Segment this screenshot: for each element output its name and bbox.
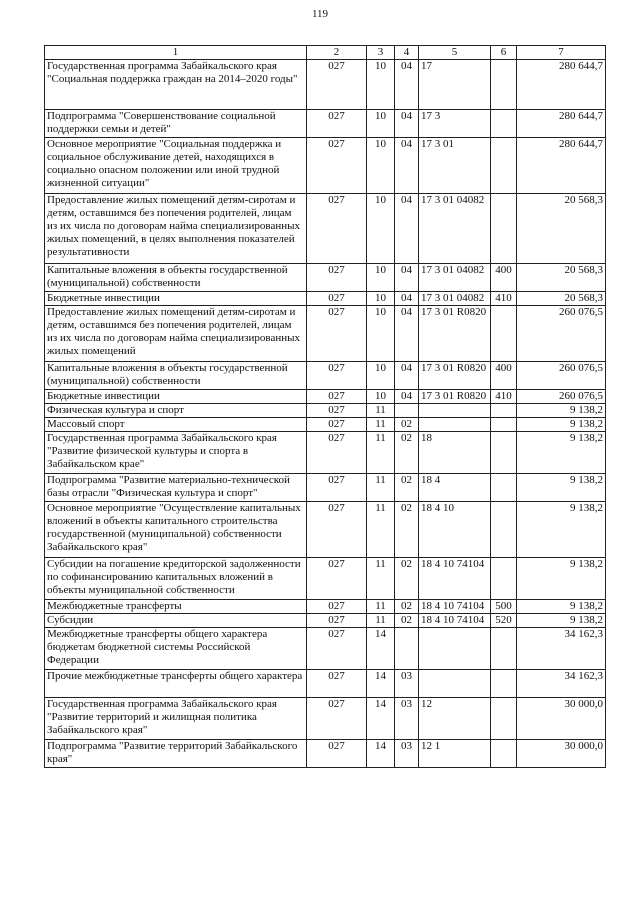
row-expense-code: 410: [491, 292, 517, 306]
row-section: 11: [367, 404, 395, 418]
row-target-code: 17 3 01 04082: [419, 194, 491, 264]
row-name: Капитальные вложения в объекты государственной (муниципальной) собственности: [45, 264, 307, 292]
row-target-code: 18 4: [419, 474, 491, 502]
row-expense-code: [491, 474, 517, 502]
row-target-code: [419, 404, 491, 418]
row-expense-code: [491, 404, 517, 418]
row-amount: 9 138,2: [517, 474, 606, 502]
row-subsection: 04: [395, 138, 419, 194]
row-section: 10: [367, 110, 395, 138]
row-target-code: 12 1: [419, 740, 491, 768]
row-section: 10: [367, 390, 395, 404]
row-target-code: 18 4 10 74104: [419, 614, 491, 628]
row-target-code: 18: [419, 432, 491, 474]
table-row: [45, 390, 606, 404]
row-amount: 30 000,0: [517, 740, 606, 768]
row-expense-code: [491, 138, 517, 194]
row-target-code: 17 3 01 R0820: [419, 390, 491, 404]
table-row: [45, 558, 606, 600]
row-code: 027: [307, 628, 367, 670]
row-amount: 280 644,7: [517, 138, 606, 194]
row-amount: 20 568,3: [517, 194, 606, 264]
row-target-code: 17 3: [419, 110, 491, 138]
row-section: 10: [367, 292, 395, 306]
row-target-code: 17 3 01: [419, 138, 491, 194]
row-section: 11: [367, 614, 395, 628]
row-expense-code: [491, 306, 517, 362]
col-header-expense: 6: [491, 46, 517, 60]
row-subsection: [395, 628, 419, 670]
row-code: 027: [307, 698, 367, 740]
row-section: 10: [367, 194, 395, 264]
row-amount: 9 138,2: [517, 502, 606, 558]
row-code: 027: [307, 558, 367, 600]
row-amount: 260 076,5: [517, 306, 606, 362]
col-header-code: 2: [307, 46, 367, 60]
row-name: Капитальные вложения в объекты государственной (муниципальной) собственности: [45, 362, 307, 390]
budget-table: [44, 45, 606, 768]
row-section: 14: [367, 698, 395, 740]
table-row: [45, 292, 606, 306]
row-subsection: 04: [395, 110, 419, 138]
row-code: 027: [307, 474, 367, 502]
row-amount: 20 568,3: [517, 292, 606, 306]
row-name: Массовый спорт: [45, 418, 307, 432]
row-code: 027: [307, 60, 367, 110]
row-subsection: 02: [395, 558, 419, 600]
row-name: Субсидии на погашение кредиторской задолженности по софинансированию капитальных вложений в объекты муниципальной собственности: [45, 558, 307, 600]
row-subsection: 04: [395, 362, 419, 390]
row-expense-code: [491, 670, 517, 698]
row-expense-code: [491, 628, 517, 670]
row-target-code: 17 3 01 R0820: [419, 306, 491, 362]
row-subsection: 04: [395, 306, 419, 362]
row-name: Государственная программа Забайкальского края "Развитие территорий и жилищная политика Забайкальского края": [45, 698, 307, 740]
col-header-amount: 7: [517, 46, 606, 60]
table-row: [45, 60, 606, 110]
row-subsection: 02: [395, 502, 419, 558]
row-subsection: 02: [395, 600, 419, 614]
row-code: 027: [307, 110, 367, 138]
table-row: [45, 600, 606, 614]
row-code: 027: [307, 740, 367, 768]
header-row: [45, 46, 606, 60]
row-target-code: 18 4 10 74104: [419, 600, 491, 614]
table-row: [45, 432, 606, 474]
row-expense-code: 400: [491, 264, 517, 292]
row-amount: 34 162,3: [517, 628, 606, 670]
row-target-code: [419, 628, 491, 670]
row-code: 027: [307, 362, 367, 390]
row-target-code: 17 3 01 R0820: [419, 362, 491, 390]
row-name: Предоставление жилых помещений детям-сиротам и детям, оставшимся без попечения родителей, лицам из их числа по договорам найма специализированных жилых помещений, в целях выполнения показателей результативности: [45, 194, 307, 264]
row-amount: 9 138,2: [517, 614, 606, 628]
row-code: 027: [307, 670, 367, 698]
row-code: 027: [307, 306, 367, 362]
row-target-code: 17: [419, 60, 491, 110]
row-subsection: 02: [395, 418, 419, 432]
row-code: 027: [307, 138, 367, 194]
row-expense-code: 500: [491, 600, 517, 614]
col-header-subsection: 4: [395, 46, 419, 60]
table-row: [45, 110, 606, 138]
row-section: 14: [367, 670, 395, 698]
row-target-code: 17 3 01 04082: [419, 292, 491, 306]
row-subsection: 02: [395, 432, 419, 474]
row-name: Межбюджетные трансферты: [45, 600, 307, 614]
row-name: Бюджетные инвестиции: [45, 390, 307, 404]
col-header-section: 3: [367, 46, 395, 60]
row-name: Подпрограмма "Развитие территорий Забайкальского края": [45, 740, 307, 768]
row-amount: 30 000,0: [517, 698, 606, 740]
row-subsection: 04: [395, 292, 419, 306]
page-number: 119: [311, 8, 329, 20]
row-section: 11: [367, 474, 395, 502]
row-subsection: [395, 404, 419, 418]
row-expense-code: [491, 60, 517, 110]
row-name: Субсидии: [45, 614, 307, 628]
row-expense-code: [491, 558, 517, 600]
row-amount: 9 138,2: [517, 600, 606, 614]
row-section: 11: [367, 600, 395, 614]
row-section: 10: [367, 138, 395, 194]
row-name: Предоставление жилых помещений детям-сиротам и детям, оставшимся без попечения родителей, лицам из их числа по договорам найма специализированных жилых помещений: [45, 306, 307, 362]
row-section: 10: [367, 362, 395, 390]
table-row: [45, 474, 606, 502]
row-code: 027: [307, 432, 367, 474]
row-expense-code: [491, 698, 517, 740]
table-row: [45, 138, 606, 194]
table-row: [45, 628, 606, 670]
row-amount: 260 076,5: [517, 390, 606, 404]
row-name: Подпрограмма "Совершенствование социальной поддержки семьи и детей": [45, 110, 307, 138]
row-expense-code: 520: [491, 614, 517, 628]
row-section: 11: [367, 502, 395, 558]
row-section: 11: [367, 432, 395, 474]
row-name: Прочие межбюджетные трансферты общего характера: [45, 670, 307, 698]
row-name: Основное мероприятие "Осуществление капитальных вложений в объекты капитального строительства государственной (муниципальной) собственности Забайкальского края": [45, 502, 307, 558]
table-row: [45, 306, 606, 362]
row-subsection: 04: [395, 60, 419, 110]
row-expense-code: 400: [491, 362, 517, 390]
row-amount: 9 138,2: [517, 404, 606, 418]
row-amount: 280 644,7: [517, 60, 606, 110]
row-expense-code: [491, 740, 517, 768]
col-header-target: 5: [419, 46, 491, 60]
table-row: [45, 264, 606, 292]
row-expense-code: 410: [491, 390, 517, 404]
row-section: 11: [367, 418, 395, 432]
row-expense-code: [491, 432, 517, 474]
row-section: 14: [367, 628, 395, 670]
row-target-code: 18 4 10 74104: [419, 558, 491, 600]
table-row: [45, 698, 606, 740]
row-code: 027: [307, 614, 367, 628]
table-row: [45, 194, 606, 264]
row-section: 10: [367, 60, 395, 110]
table-row: [45, 362, 606, 390]
row-section: 14: [367, 740, 395, 768]
row-name: Основное мероприятие "Социальная поддержка и социальное обслуживание детей, находящихся в социально опасном положении или иной трудной жизненной ситуации": [45, 138, 307, 194]
row-name: Межбюджетные трансферты общего характера бюджетам бюджетной системы Российской Федерации: [45, 628, 307, 670]
table-row: [45, 670, 606, 698]
row-code: 027: [307, 390, 367, 404]
row-amount: 34 162,3: [517, 670, 606, 698]
table-row: [45, 418, 606, 432]
row-target-code: [419, 418, 491, 432]
row-subsection: 02: [395, 614, 419, 628]
row-subsection: 03: [395, 670, 419, 698]
row-subsection: 04: [395, 264, 419, 292]
row-section: 10: [367, 306, 395, 362]
row-name: Подпрограмма "Развитие материально-технической базы отрасли "Физическая культура и спорт": [45, 474, 307, 502]
row-subsection: 03: [395, 740, 419, 768]
row-subsection: 04: [395, 194, 419, 264]
row-code: 027: [307, 600, 367, 614]
row-name: Государственная программа Забайкальского края "Социальная поддержка граждан на 2014–2020 годы": [45, 60, 307, 110]
row-subsection: 02: [395, 474, 419, 502]
row-code: 027: [307, 418, 367, 432]
row-name: Физическая культура и спорт: [45, 404, 307, 418]
row-expense-code: [491, 110, 517, 138]
row-subsection: 04: [395, 390, 419, 404]
row-target-code: 12: [419, 698, 491, 740]
row-code: 027: [307, 264, 367, 292]
row-target-code: [419, 670, 491, 698]
row-amount: 9 138,2: [517, 558, 606, 600]
row-code: 027: [307, 292, 367, 306]
row-code: 027: [307, 502, 367, 558]
row-code: 027: [307, 194, 367, 264]
table-row: [45, 502, 606, 558]
row-subsection: 03: [395, 698, 419, 740]
row-target-code: 17 3 01 04082: [419, 264, 491, 292]
row-target-code: 18 4 10: [419, 502, 491, 558]
row-expense-code: [491, 418, 517, 432]
row-expense-code: [491, 194, 517, 264]
row-expense-code: [491, 502, 517, 558]
row-section: 10: [367, 264, 395, 292]
row-amount: 260 076,5: [517, 362, 606, 390]
table-row: [45, 740, 606, 768]
col-header-name: 1: [45, 46, 307, 60]
row-name: Государственная программа Забайкальского края "Развитие физической культуры и спорта в Забайкальском крае": [45, 432, 307, 474]
row-code: 027: [307, 404, 367, 418]
row-amount: 9 138,2: [517, 432, 606, 474]
table-row: [45, 614, 606, 628]
row-section: 11: [367, 558, 395, 600]
row-amount: 280 644,7: [517, 110, 606, 138]
table-row: [45, 404, 606, 418]
row-amount: 9 138,2: [517, 418, 606, 432]
row-amount: 20 568,3: [517, 264, 606, 292]
row-name: Бюджетные инвестиции: [45, 292, 307, 306]
